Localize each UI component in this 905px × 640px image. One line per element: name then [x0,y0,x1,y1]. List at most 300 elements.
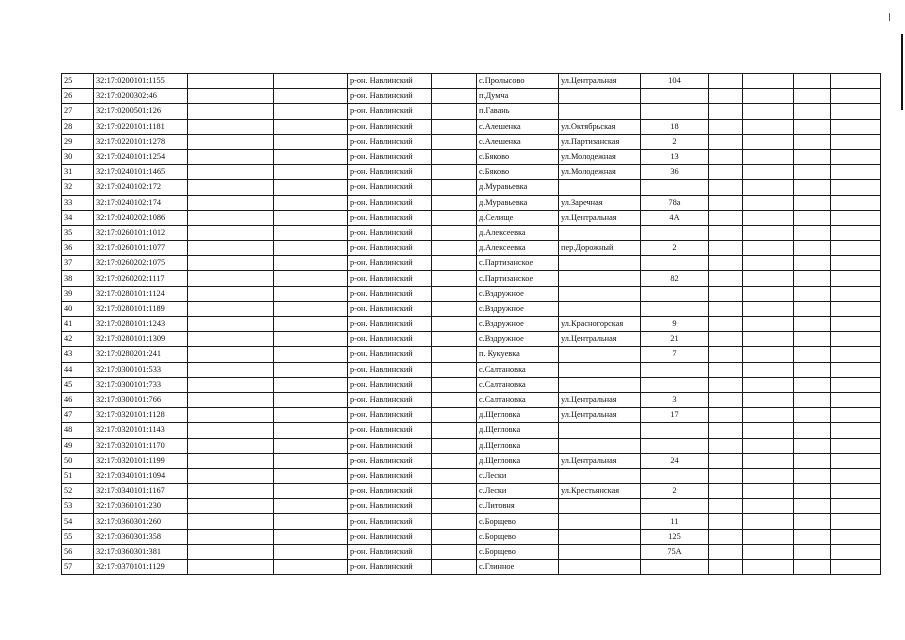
house-number: 4А [641,210,709,225]
blank-cell [709,484,743,499]
blank-cell [274,438,348,453]
table-row [62,241,881,256]
property-register-table [61,73,881,575]
house-number [641,89,709,104]
blank-cell [188,453,274,468]
cadastral-number: 32:17:0360301:260 [94,514,188,529]
table-row [62,423,881,438]
blank-cell [743,408,794,423]
street-cell [559,347,641,362]
row-number: 26 [62,89,94,104]
street-cell: ул.Центральная [559,332,641,347]
blank-cell [432,392,477,407]
blank-cell [709,225,743,240]
blank-cell [794,317,831,332]
row-number: 44 [62,362,94,377]
blank-cell [432,499,477,514]
table-row [62,134,881,149]
table-row [62,74,881,89]
blank-cell [188,104,274,119]
cadastral-number: 32:17:0280101:1309 [94,332,188,347]
blank-cell [274,149,348,164]
street-cell: пер.Дорожный [559,241,641,256]
cadastral-number: 32:17:0280101:1189 [94,301,188,316]
blank-cell [794,301,831,316]
blank-cell [432,408,477,423]
blank-cell [794,544,831,559]
district-cell: р-он. Навлинский [348,468,432,483]
blank-cell [274,468,348,483]
district-cell: р-он. Навлинский [348,347,432,362]
blank-cell [274,484,348,499]
blank-cell [432,514,477,529]
row-number: 41 [62,317,94,332]
blank-cell [709,134,743,149]
blank-cell [743,180,794,195]
scan-edge-mark [901,34,903,110]
street-cell [559,301,641,316]
district-cell: р-он. Навлинский [348,89,432,104]
blank-cell [709,332,743,347]
district-cell: р-он. Навлинский [348,423,432,438]
blank-cell [831,332,881,347]
locality-cell: д.Муравьевка [477,195,559,210]
blank-cell [831,317,881,332]
blank-cell [274,317,348,332]
row-number: 27 [62,104,94,119]
cadastral-number: 32:17:0280101:1124 [94,286,188,301]
house-number: 24 [641,453,709,468]
district-cell: р-он. Навлинский [348,317,432,332]
table-row [62,180,881,195]
blank-cell [794,149,831,164]
street-cell [559,271,641,286]
cadastral-number: 32:17:0300101:533 [94,362,188,377]
blank-cell [188,392,274,407]
blank-cell [432,104,477,119]
cadastral-number: 32:17:0360301:358 [94,529,188,544]
blank-cell [831,119,881,134]
blank-cell [743,301,794,316]
street-cell: ул.Молодежная [559,149,641,164]
blank-cell [432,301,477,316]
locality-cell: д.Селище [477,210,559,225]
table-row [62,560,881,575]
blank-cell [794,286,831,301]
blank-cell [831,362,881,377]
district-cell: р-он. Навлинский [348,408,432,423]
cadastral-number: 32:17:0280101:1243 [94,317,188,332]
locality-cell: с.Вздружное [477,317,559,332]
blank-cell [794,377,831,392]
blank-cell [274,271,348,286]
blank-cell [432,332,477,347]
blank-cell [709,241,743,256]
locality-cell: с.Вздружное [477,332,559,347]
blank-cell [432,241,477,256]
blank-cell [831,271,881,286]
blank-cell [709,195,743,210]
blank-cell [794,134,831,149]
blank-cell [831,225,881,240]
locality-cell: д.Щегловка [477,453,559,468]
blank-cell [794,210,831,225]
blank-cell [188,241,274,256]
cadastral-number: 32:17:0320101:1143 [94,423,188,438]
blank-cell [274,529,348,544]
blank-cell [274,362,348,377]
district-cell: р-он. Навлинский [348,499,432,514]
row-number: 51 [62,468,94,483]
blank-cell [274,195,348,210]
house-number [641,499,709,514]
table-row [62,499,881,514]
blank-cell [743,241,794,256]
blank-cell [188,286,274,301]
register-body [62,74,881,575]
locality-cell: с.Вздружное [477,301,559,316]
table-row [62,286,881,301]
district-cell: р-он. Навлинский [348,104,432,119]
blank-cell [188,165,274,180]
blank-cell [794,271,831,286]
locality-cell: д.Щегловка [477,408,559,423]
street-cell [559,468,641,483]
district-cell: р-он. Навлинский [348,134,432,149]
blank-cell [188,89,274,104]
blank-cell [188,362,274,377]
blank-cell [743,499,794,514]
blank-cell [831,180,881,195]
district-cell: р-он. Навлинский [348,438,432,453]
row-number: 38 [62,271,94,286]
blank-cell [432,210,477,225]
house-number: 78а [641,195,709,210]
table-row [62,438,881,453]
blank-cell [432,544,477,559]
cadastral-number: 32:17:0240102:174 [94,195,188,210]
locality-cell: д.Алексеевка [477,225,559,240]
blank-cell [743,529,794,544]
locality-cell: с.Партизанское [477,271,559,286]
blank-cell [831,286,881,301]
blank-cell [188,438,274,453]
blank-cell [743,256,794,271]
table-row [62,529,881,544]
street-cell: ул.Центральная [559,392,641,407]
blank-cell [188,119,274,134]
blank-cell [743,484,794,499]
blank-cell [432,438,477,453]
street-cell [559,499,641,514]
blank-cell [274,286,348,301]
district-cell: р-он. Навлинский [348,514,432,529]
blank-cell [432,74,477,89]
blank-cell [709,301,743,316]
blank-cell [794,484,831,499]
cadastral-number: 32:17:0370101:1129 [94,560,188,575]
blank-cell [274,423,348,438]
house-number: 36 [641,165,709,180]
locality-cell: с.Лески [477,484,559,499]
street-cell: ул.Крестьянская [559,484,641,499]
cadastral-number: 32:17:0240102:172 [94,180,188,195]
blank-cell [432,423,477,438]
cadastral-number: 32:17:0220101:1181 [94,119,188,134]
blank-cell [743,544,794,559]
house-number: 75А [641,544,709,559]
blank-cell [432,165,477,180]
blank-cell [432,180,477,195]
blank-cell [794,499,831,514]
district-cell: р-он. Навлинский [348,392,432,407]
locality-cell: с.Пролысово [477,74,559,89]
blank-cell [831,529,881,544]
street-cell [559,438,641,453]
blank-cell [794,256,831,271]
table-row [62,119,881,134]
cadastral-number: 32:17:0240202:1086 [94,210,188,225]
district-cell: р-он. Навлинский [348,119,432,134]
row-number: 28 [62,119,94,134]
district-cell: р-он. Навлинский [348,453,432,468]
street-cell: ул.Центральная [559,408,641,423]
blank-cell [709,544,743,559]
blank-cell [274,514,348,529]
house-number [641,256,709,271]
blank-cell [794,74,831,89]
table-row [62,362,881,377]
cadastral-number: 32:17:0260101:1077 [94,241,188,256]
table-row [62,392,881,407]
house-number: 9 [641,317,709,332]
row-number: 55 [62,529,94,544]
blank-cell [432,286,477,301]
blank-cell [709,560,743,575]
blank-cell [831,301,881,316]
cadastral-number: 32:17:0200101:1155 [94,74,188,89]
blank-cell [794,560,831,575]
blank-cell [432,134,477,149]
blank-cell [831,514,881,529]
blank-cell [831,453,881,468]
blank-cell [432,256,477,271]
district-cell: р-он. Навлинский [348,301,432,316]
blank-cell [188,514,274,529]
blank-cell [274,453,348,468]
blank-cell [743,332,794,347]
house-number: 82 [641,271,709,286]
blank-cell [432,317,477,332]
blank-cell [794,89,831,104]
blank-cell [274,347,348,362]
house-number [641,377,709,392]
blank-cell [432,484,477,499]
blank-cell [274,499,348,514]
blank-cell [831,256,881,271]
blank-cell [794,165,831,180]
house-number [641,225,709,240]
row-number: 50 [62,453,94,468]
cadastral-number: 32:17:0260202:1117 [94,271,188,286]
blank-cell [188,377,274,392]
district-cell: р-он. Навлинский [348,484,432,499]
blank-cell [831,74,881,89]
blank-cell [794,347,831,362]
cadastral-number: 32:17:0260101:1012 [94,225,188,240]
locality-cell: д.Муравьевка [477,180,559,195]
table-row [62,514,881,529]
locality-cell: с.Борщево [477,514,559,529]
blank-cell [432,119,477,134]
district-cell: р-он. Навлинский [348,362,432,377]
house-number [641,104,709,119]
blank-cell [831,560,881,575]
locality-cell: д.Алексеевка [477,241,559,256]
cadastral-number: 32:17:0280201:241 [94,347,188,362]
blank-cell [794,104,831,119]
locality-cell: д.Щегловка [477,438,559,453]
row-number: 54 [62,514,94,529]
blank-cell [709,271,743,286]
house-number: 125 [641,529,709,544]
blank-cell [188,149,274,164]
blank-cell [188,256,274,271]
blank-cell [432,149,477,164]
row-number: 33 [62,195,94,210]
blank-cell [743,119,794,134]
blank-cell [709,529,743,544]
blank-cell [709,377,743,392]
blank-cell [743,134,794,149]
street-cell: ул.Красногорская [559,317,641,332]
blank-cell [743,453,794,468]
blank-cell [274,210,348,225]
blank-cell [794,332,831,347]
blank-cell [188,225,274,240]
locality-cell: п.Гавань [477,104,559,119]
blank-cell [831,544,881,559]
table-row [62,256,881,271]
blank-cell [831,468,881,483]
blank-cell [709,104,743,119]
blank-cell [432,560,477,575]
district-cell: р-он. Навлинский [348,529,432,544]
blank-cell [743,149,794,164]
blank-cell [794,225,831,240]
row-number: 42 [62,332,94,347]
blank-cell [274,241,348,256]
blank-cell [743,286,794,301]
row-number: 57 [62,560,94,575]
street-cell [559,529,641,544]
house-number: 21 [641,332,709,347]
blank-cell [794,453,831,468]
street-cell: ул.Центральная [559,210,641,225]
row-number: 32 [62,180,94,195]
row-number: 52 [62,484,94,499]
district-cell: р-он. Навлинский [348,256,432,271]
house-number [641,438,709,453]
blank-cell [794,180,831,195]
locality-cell: с.Салтановка [477,362,559,377]
blank-cell [709,286,743,301]
blank-cell [709,514,743,529]
blank-cell [743,392,794,407]
blank-cell [743,104,794,119]
blank-cell [274,408,348,423]
blank-cell [743,377,794,392]
blank-cell [709,210,743,225]
district-cell: р-он. Навлинский [348,149,432,164]
row-number: 39 [62,286,94,301]
locality-cell: с.Алешенка [477,134,559,149]
street-cell [559,89,641,104]
row-number: 47 [62,408,94,423]
blank-cell [831,165,881,180]
locality-cell: с.Лески [477,468,559,483]
house-number [641,362,709,377]
locality-cell: с.Вздружное [477,286,559,301]
table-row [62,453,881,468]
blank-cell [274,560,348,575]
row-number: 45 [62,377,94,392]
street-cell [559,225,641,240]
blank-cell [274,301,348,316]
street-cell [559,286,641,301]
street-cell [559,104,641,119]
street-cell: ул.Октябрьская [559,119,641,134]
blank-cell [743,347,794,362]
blank-cell [743,423,794,438]
blank-cell [274,134,348,149]
blank-cell [743,362,794,377]
blank-cell [831,149,881,164]
table-row [62,377,881,392]
blank-cell [794,423,831,438]
blank-cell [831,438,881,453]
blank-cell [188,544,274,559]
table-row [62,347,881,362]
district-cell: р-он. Навлинский [348,560,432,575]
blank-cell [188,271,274,286]
blank-cell [709,256,743,271]
district-cell: р-он. Навлинский [348,271,432,286]
district-cell: р-он. Навлинский [348,225,432,240]
house-number: 104 [641,74,709,89]
blank-cell [432,347,477,362]
district-cell: р-он. Навлинский [348,195,432,210]
street-cell [559,560,641,575]
cadastral-number: 32:17:0240101:1254 [94,149,188,164]
blank-cell [743,271,794,286]
house-number [641,560,709,575]
cadastral-number: 32:17:0320101:1199 [94,453,188,468]
table-row [62,408,881,423]
house-number [641,286,709,301]
blank-cell [794,392,831,407]
house-number: 7 [641,347,709,362]
blank-cell [709,149,743,164]
street-cell: ул.Центральная [559,453,641,468]
blank-cell [709,89,743,104]
cadastral-number: 32:17:0300101:733 [94,377,188,392]
table-row [62,544,881,559]
blank-cell [274,89,348,104]
row-number: 31 [62,165,94,180]
house-number: 3 [641,392,709,407]
district-cell: р-он. Навлинский [348,544,432,559]
